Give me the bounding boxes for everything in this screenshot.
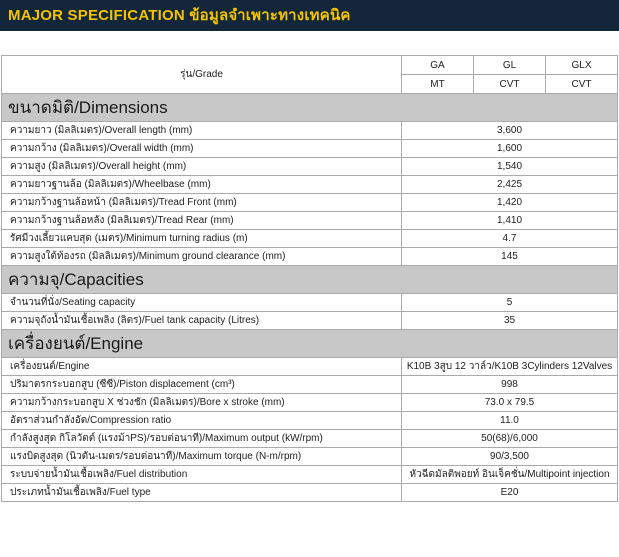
spec-value: E20 [402, 484, 618, 502]
spec-value: 145 [402, 248, 618, 266]
spec-label: ความยาวฐานล้อ (มิลลิเมตร)/Wheelbase (mm) [2, 176, 402, 194]
spec-row [2, 212, 618, 230]
spec-label: ความกว้างกระบอกสูบ X ช่วงชัก (มิลลิเมตร)/Bore x stroke (mm) [2, 394, 402, 412]
transmission-gl: CVT [474, 75, 546, 94]
section-title: เครื่องยนต์/Engine [2, 330, 618, 358]
spec-value: 90/3,500 [402, 448, 618, 466]
spec-label: เครื่องยนต์/Engine [2, 358, 402, 376]
spec-row [2, 230, 618, 248]
grade-ga: GA [402, 56, 474, 75]
spec-row [2, 294, 618, 312]
spec-value: 1,420 [402, 194, 618, 212]
spec-value: 4.7 [402, 230, 618, 248]
section-engine [2, 330, 618, 358]
spec-row [2, 176, 618, 194]
spec-label: กำลังสูงสุด กิโลวัตต์ (แรงม้าPS)/รอบต่อนาที)/Maximum output (kW/rpm) [2, 430, 402, 448]
spec-label: ความกว้าง (มิลลิเมตร)/Overall width (mm) [2, 140, 402, 158]
spec-row [2, 312, 618, 330]
spec-value: 35 [402, 312, 618, 330]
spec-value: 1,600 [402, 140, 618, 158]
section-title: ความจุ/Capacities [2, 266, 618, 294]
grade-header-label: รุ่น/Grade [2, 56, 402, 94]
spec-row [2, 248, 618, 266]
spec-label: ความยาว (มิลลิเมตร)/Overall length (mm) [2, 122, 402, 140]
spec-table [1, 55, 618, 502]
spec-value: 1,540 [402, 158, 618, 176]
spec-label: ความกว้างฐานล้อหน้า (มิลลิเมตร)/Tread Front (mm) [2, 194, 402, 212]
spec-row [2, 466, 618, 484]
spec-value: 73.0 x 79.5 [402, 394, 618, 412]
section-title: ขนาดมิติ/Dimensions [2, 94, 618, 122]
spec-row [2, 484, 618, 502]
spec-label: ความกว้างฐานล้อหลัง (มิลลิเมตร)/Tread Rear (mm) [2, 212, 402, 230]
spec-value: 11.0 [402, 412, 618, 430]
spec-label: ความสูง (มิลลิเมตร)/Overall height (mm) [2, 158, 402, 176]
spec-value: 1,410 [402, 212, 618, 230]
spec-title: MAJOR SPECIFICATION ข้อมูลจำเพาะทางเทคนิค [0, 0, 619, 31]
spec-value: 5 [402, 294, 618, 312]
spec-value: หัวฉีดมัลติพอยท์ อินเจ็คชั่น/Multipoint injection [402, 466, 618, 484]
spec-label: แรงบิดสูงสุด (นิวตัน-เมตร/รอบต่อนาที)/Maximum torque (N-m/rpm) [2, 448, 402, 466]
spec-row [2, 122, 618, 140]
spec-label: ความจุถังน้ำมันเชื้อเพลิง (ลิตร)/Fuel tank capacity (Litres) [2, 312, 402, 330]
transmission-glx: CVT [546, 75, 618, 94]
spec-row [2, 140, 618, 158]
spec-value: K10B 3สูบ 12 วาล์ว/K10B 3Cylinders 12Valves [402, 358, 618, 376]
spec-label: รัศมีวงเลี้ยวแคบสุด (เมตร)/Minimum turning radius (m) [2, 230, 402, 248]
spec-label: ระบบจ่ายน้ำมันเชื้อเพลิง/Fuel distribution [2, 466, 402, 484]
section-capacities [2, 266, 618, 294]
grade-gl: GL [474, 56, 546, 75]
spec-label: ประเภทน้ำมันเชื้อเพลิง/Fuel type [2, 484, 402, 502]
spec-row [2, 412, 618, 430]
spec-row [2, 430, 618, 448]
spec-label: อัตราส่วนกำลังอัด/Compression ratio [2, 412, 402, 430]
spec-row [2, 194, 618, 212]
spec-value: 3,600 [402, 122, 618, 140]
spec-row [2, 394, 618, 412]
grade-glx: GLX [546, 56, 618, 75]
spec-row [2, 376, 618, 394]
section-dimensions [2, 94, 618, 122]
spec-label: ความสูงใต้ท้องรถ (มิลลิเมตร)/Minimum ground clearance (mm) [2, 248, 402, 266]
spec-row [2, 158, 618, 176]
spec-value: 50(68)/6,000 [402, 430, 618, 448]
grade-row [2, 56, 618, 75]
spec-label: ปริมาตรกระบอกสูบ (ซีซี)/Piston displacement (cm³) [2, 376, 402, 394]
spec-value: 2,425 [402, 176, 618, 194]
transmission-ga: MT [402, 75, 474, 94]
spec-row [2, 358, 618, 376]
spec-value: 998 [402, 376, 618, 394]
spec-row [2, 448, 618, 466]
spec-label: จำนวนที่นั่ง/Seating capacity [2, 294, 402, 312]
